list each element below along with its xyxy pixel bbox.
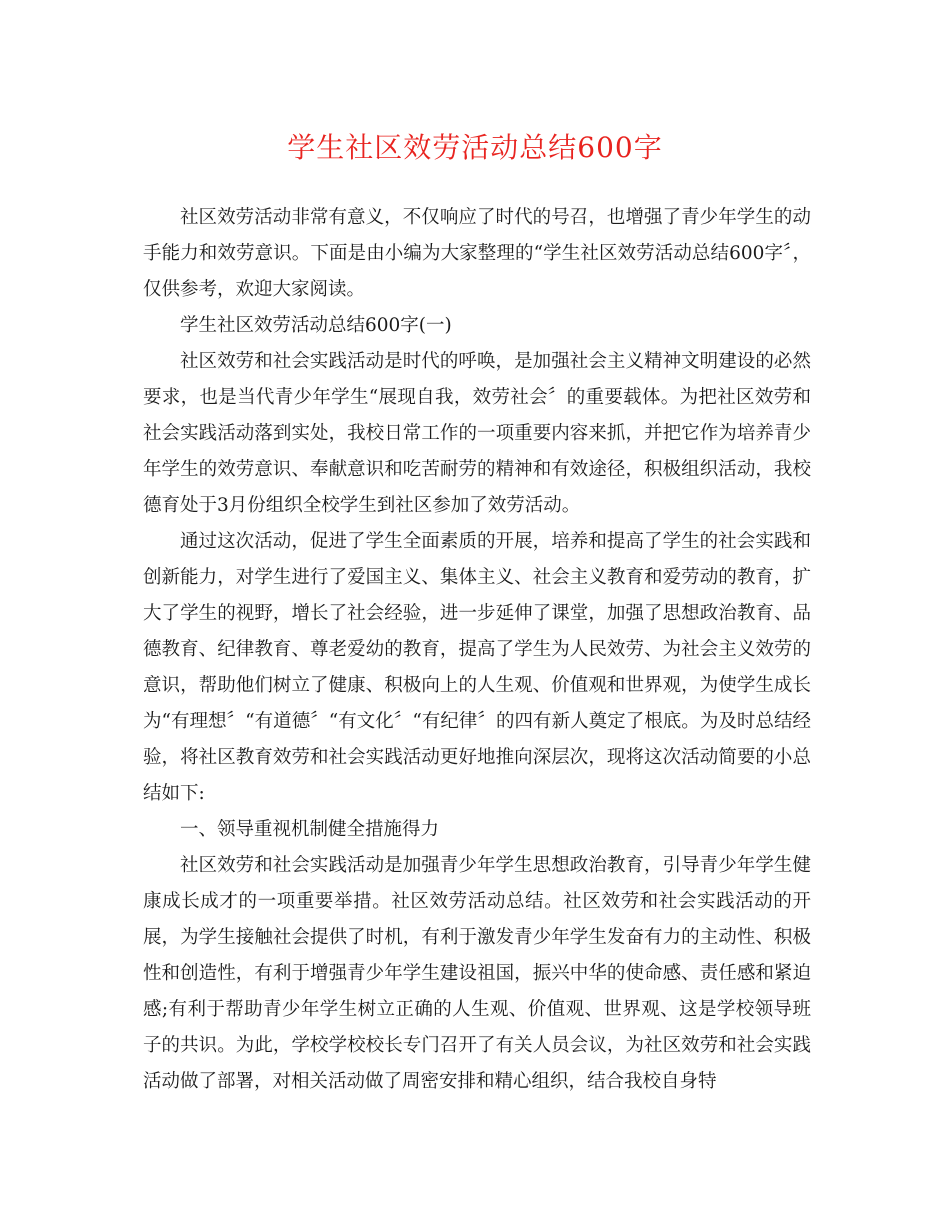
body-paragraph: 社区效劳和社会实践活动是加强青少年学生思想政治教育，引导青少年学生健康成长成才的一项重要举措。社区效劳活动总结。社区效劳和社会实践活动的开展，为学生接触社会提供了时机，有利于激发青少年学生发奋有力的主动性、积极性和创造性，有利于增强青少年学生建设祖国，振兴中华的使命感、责任感和紧迫感;有利于帮助青少年学生树立正确的人生观、价值观、世界观、这是学校领导班子的共识。为此，学校学校校长专门召开了有关人员会议，为社区效劳和社会实践活动做了部署，对相关活动做了周密安排和精心组织，结合我校自身特 xyxy=(143,855,811,1092)
section-heading-part-one: 学生社区效劳活动总结600字(一) xyxy=(180,315,452,336)
body-paragraph: 社区效劳和社会实践活动是时代的呼唤，是加强社会主义精神文明建设的必然要求，也是当代青少年学生“展现自我，效劳社会〞的重要载体。为把社区效劳和社会实践活动落到实处，我校日常工作的一项重要内容来抓，并把它作为培养青少年学生的效劳意识、奉献意识和吃苦耐劳的精神和有效途径，积极组织活动，我校德育处于3月份组织全校学生到社区参加了效劳活动。 xyxy=(143,351,811,516)
intro-paragraph: 社区效劳活动非常有意义，不仅响应了时代的号召，也增强了青少年学生的动手能力和效劳意识。下面是由小编为大家整理的“学生社区效劳活动总结600字〞，仅供参考，欢迎大家阅读。 xyxy=(143,207,811,300)
document-title: 学生社区效劳活动总结600字 xyxy=(287,131,663,164)
body-paragraph: 通过这次活动，促进了学生全面素质的开展，培养和提高了学生的社会实践和创新能力，对学生进行了爱国主义、集体主义、社会主义教育和爱劳动的教育，扩大了学生的视野，增长了社会经验，进一步延伸了课堂，加强了思想政治教育、品德教育、纪律教育、尊老爱幼的教育，提高了学生为人民效劳、为社会主义效劳的意识，帮助他们树立了健康、积极向上的人生观、价值观和世界观，为使学生成长为“有理想〞“有道德〞“有文化〞“有纪律〞的四有新人奠定了根底。为及时总结经验，将社区教育效劳和社会实践活动更好地推向深层次，现将这次活动简要的小总结如下: xyxy=(143,531,811,804)
document-body xyxy=(143,200,811,1100)
section-heading-leadership: 一、领导重视机制健全措施得力 xyxy=(180,819,440,840)
